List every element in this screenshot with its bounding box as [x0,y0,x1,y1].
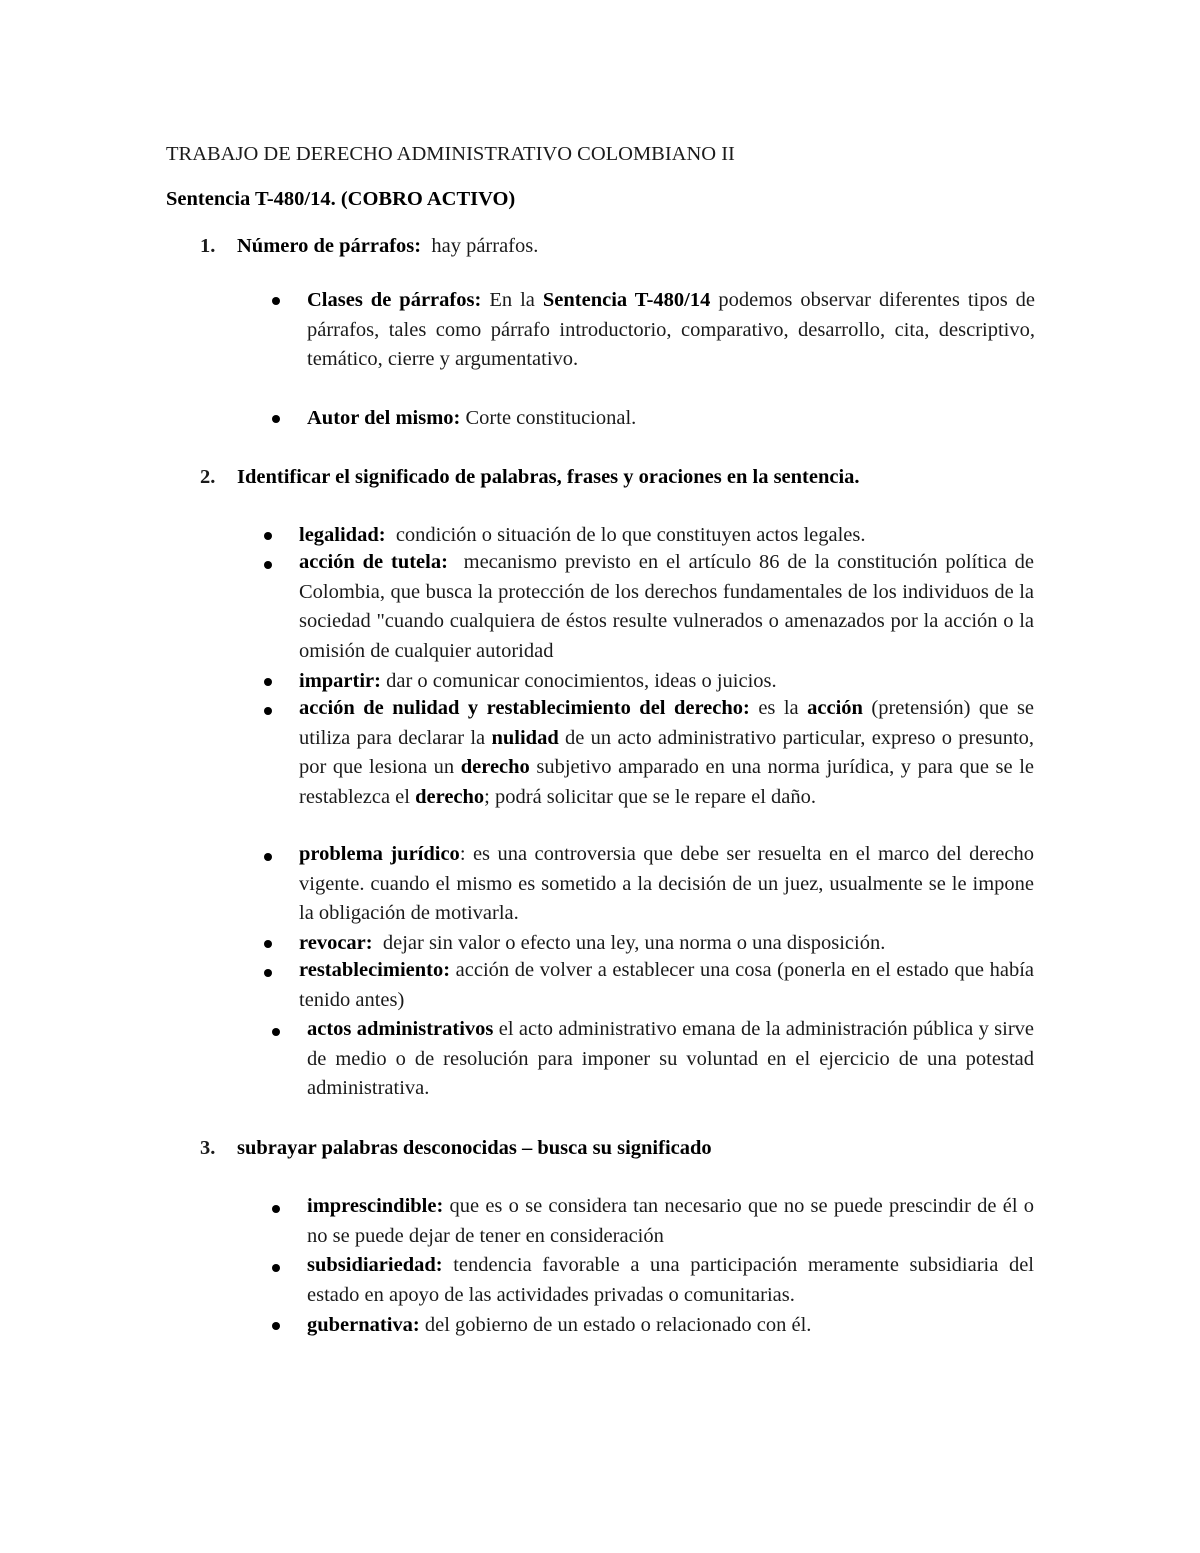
bullet-icon [264,678,272,686]
item-label: revocar: [299,932,373,954]
document-subtitle: Sentencia T-480/14. (COBRO ACTIVO) [166,188,516,210]
item-text: de un acto administrativo particular, expreso o presunto, por que lesiona un [299,726,1035,778]
list-item-accion-de-nulidad [299,694,1034,812]
item-text: mecanismo previsto en el artículo 86 de la constitución política de Colombia, que busca la protección de los derechos fundamentales de los individuos de la sociedad "cuando cualquiera de éstos resulte vulnerados o amenazados por la acción o la omisión de cualquier autoridad [299,551,1034,662]
list-item-accion-de-tutela [299,548,1034,666]
section-3-number: 3. [200,1137,216,1159]
list-item-autor [307,405,636,431]
list-item-actos-administrativos [307,1015,1034,1104]
item-text: podemos observar diferentes tipos de párrafos, tales como párrafo introductorio, comparativo, desarrollo, cita, descriptivo, temático, cierre y argumentativo. [307,289,1036,370]
section-2-heading: Identificar el significado de palabras, frases y oraciones en la sentencia. [237,466,860,488]
item-text: que es o se considera tan necesario que no se puede prescindir de él o no se puede dejar de tener en consideración [307,1195,1034,1247]
item-text: acción de volver a establecer una cosa (ponerla en el estado que había tenido antes) [299,959,1034,1011]
bullet-icon [264,940,272,948]
item-text: dejar sin valor o efecto una ley, una norma o una disposición. [382,932,886,954]
item-text: Corte constitucional. [465,407,637,429]
item-emphasis: nulidad [491,726,559,749]
list-item-gubernativa [307,1312,811,1338]
item-text: dar o comunicar conocimientos, ideas o juicios. [386,670,777,692]
bullet-icon [264,561,272,569]
list-item-restablecimiento [299,956,1034,1015]
item-text: el acto administrativo emana de la administración pública y sirve de medio o de resolución para imponer su voluntad en el ejercicio de una potestad administrativa. [307,1018,1035,1099]
section-3-heading: subrayar palabras desconocidas – busca su significado [237,1137,712,1159]
item-text: (pretensión) que se utiliza para declarar la [299,697,1035,749]
item-text: En la [489,289,535,311]
section-1-text: hay párrafos. [431,235,539,257]
item-label: Autor del mismo: [307,407,461,429]
item-emphasis: derecho [415,785,485,808]
item-label: problema jurídico [299,843,460,865]
bullet-icon [264,532,272,540]
bullet-icon [272,415,280,423]
item-label: legalidad: [299,524,386,546]
item-label: gubernativa: [307,1314,420,1336]
list-item-revocar [299,930,885,956]
item-label: acción de tutela: [299,551,448,573]
bullet-icon [264,853,272,861]
list-item-subsidiariedad [307,1251,1034,1310]
bullet-icon [272,1205,280,1213]
bullet-icon [272,1322,280,1330]
item-text: subjetivo amparado en una norma jurídica, y para que se le restablezca el [299,756,1034,808]
item-label: Clases de párrafos: [307,289,482,311]
bullet-icon [272,297,280,305]
section-1-number: 1. [200,235,216,257]
item-text: tendencia favorable a una participación meramente subsidiaria del estado en apoyo de las actividades privadas o comunitarias. [307,1254,1034,1306]
item-text: es la [758,697,799,719]
item-text: condición o situación de lo que constituyen actos legales. [395,524,866,546]
item-text: : es una controversia que debe ser resuelta en el marco del derecho vigente. cuando el mismo es sometido a la decisión de un juez, usualmente se le impone la obligación de motivarla. [299,843,1034,924]
item-label: imprescindible: [307,1195,444,1217]
sentence-reference: Sentencia T-480/14 [542,289,711,311]
item-label: actos administrativos [307,1018,494,1040]
item-label: acción de nulidad y restablecimiento del derecho: [299,697,750,719]
item-text: del gobierno de un estado o relacionado con él. [424,1314,812,1336]
bullet-icon [264,969,272,977]
item-text: ; podrá solicitar que se le repare el daño. [484,785,817,808]
item-label: restablecimiento: [299,959,451,981]
bullet-icon [272,1264,280,1272]
item-emphasis: derecho [460,756,530,778]
item-emphasis: acción [807,697,863,719]
list-item-legalidad [299,522,866,548]
section-1-heading [237,233,538,259]
list-item-clases-de-parrafos [307,286,1035,375]
section-1-label: Número de párrafos: [237,235,422,257]
list-item-problema-juridico [299,840,1034,929]
bullet-icon [272,1028,280,1036]
list-item-impartir [299,668,777,694]
section-2-number: 2. [200,466,216,488]
item-label: impartir: [299,670,381,692]
item-label: subsidiariedad: [307,1254,443,1276]
list-item-imprescindible [307,1192,1034,1251]
document-title: TRABAJO DE DERECHO ADMINISTRATIVO COLOMBIANO II [166,143,735,165]
bullet-icon [264,707,272,715]
